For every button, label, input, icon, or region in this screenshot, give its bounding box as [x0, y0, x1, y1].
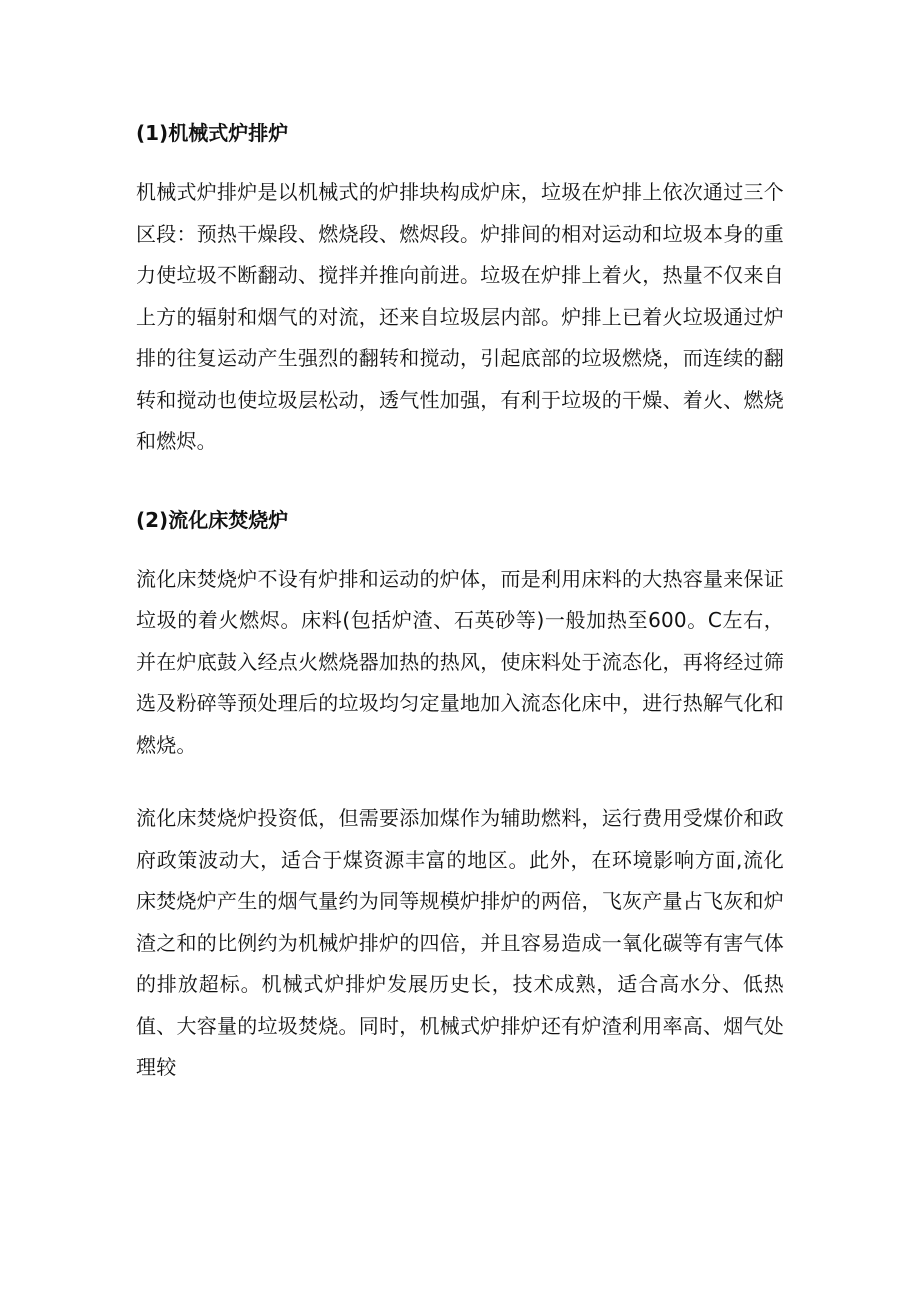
paragraph-mechanical-grate: 机械式炉排炉是以机械式的炉排块构成炉床，垃圾在炉排上依次通过三个区段：预热干燥段、燃烧段、燃烬段。炉排间的相对运动和垃圾本身的重力使垃圾不断翻动、搅拌并推向前进。垃圾在炉排上着火，热量不仅来自上方的辐射和烟气的对流，还来自垃圾层内部。炉排上已着火垃圾通过炉排的往复运动产生强烈的翻转和搅动，引起底部的垃圾燃烧，而连续的翻转和搅动也使垃圾层松动，透气性加强，有利于垃圾的干燥、着火、燃烧和燃烬。 [136, 180, 784, 453]
document-page [136, 108, 784, 1089]
section-heading-mechanical-grate: (1)机械式炉排炉 [136, 121, 289, 145]
paragraph-fluidized-bed-intro: 流化床焚烧炉不设有炉排和运动的炉体，而是利用床料的大热容量来保证垃圾的着火燃烬。床料(包括炉渣、石英砂等)一般加热至600。C左右，并在炉底鼓入经点火燃烧器加热的热风，使床料处于流态化，再将经过筛选及粉碎等预处理后的垃圾均匀定量地加入流态化床中，进行热解气化和燃烧。 [136, 566, 784, 757]
section-heading-fluidized-bed: (2)流化床焚烧炉 [136, 507, 289, 532]
paragraph-fluidized-bed-comparison: 流化床焚烧炉投资低，但需要添加煤作为辅助燃料，运行费用受煤价和政府政策波动大，适合于煤资源丰富的地区。此外，在环境影响方面,流化床焚烧炉产生的烟气量约为同等规模炉排炉的两倍，飞灰产量占飞灰和炉渣之和的比例约为机械炉排炉的四倍，并且容易造成一氧化碳等有害气体的排放超标。机械式炉排炉发展历史长，技术成熟，适合高水分、低热值、大容量的垃圾焚烧。同时，机械式炉排炉还有炉渣利用率高、烟气处理较 [136, 806, 784, 1079]
